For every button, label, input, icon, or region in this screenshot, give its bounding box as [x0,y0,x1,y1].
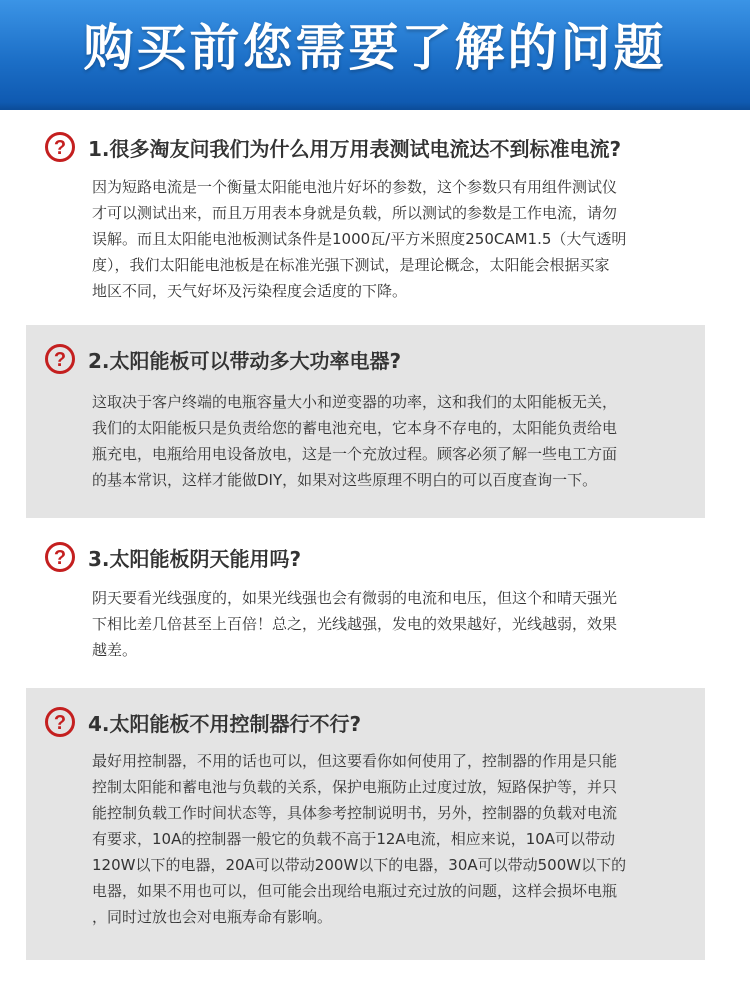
faq-answer-4 [92,748,696,930]
faq-answer-3 [92,585,696,663]
page-header [0,0,750,110]
faq-section-3 [26,518,705,688]
faq-title-2: 2.太阳能板可以带动多大功率电器? [88,348,402,373]
svg-text:?: ? [53,547,67,569]
svg-text:?: ? [53,137,67,159]
faq-answer-1 [92,174,696,304]
answer-line: 越差。 [92,641,138,659]
svg-text:?: ? [53,349,67,371]
question-circle-icon [44,131,76,163]
question-circle-icon [44,541,76,573]
answer-line: 下相比差几倍甚至上百倍！总之，光线越强，发电的效果越好，光线越弱，效果 [92,615,618,633]
answer-line: 能控制负载工作时间状态等，具体参考控制说明书，另外，控制器的负载对电流 [92,804,618,822]
faq-title-1: 1.很多淘友问我们为什么用万用表测试电流达不到标准电流? [88,136,622,161]
answer-line: 我们的太阳能板只是负责给您的蓄电池充电，它本身不存电的，太阳能负责给电 [92,419,618,437]
faq-section-1 [26,110,705,325]
answer-line: 控制太阳能和蓄电池与负载的关系，保护电瓶防止过度过放，短路保护等，并只 [92,778,618,796]
svg-text:?: ? [53,712,67,734]
answer-line: 电器，如果不用也可以，但可能会出现给电瓶过充过放的问题，这样会损坏电瓶 [92,882,618,900]
answer-line: 120W以下的电器，20A可以带动200W以下的电器，30A可以带动500W以下的 [92,856,627,874]
faq-title-4: 4.太阳能板不用控制器行不行? [88,711,362,736]
faq-question-2 [44,341,401,377]
answer-line: 因为短路电流是一个衡量太阳能电池片好坏的参数，这个参数只有用组件测试仪 [92,178,618,196]
answer-line: 最好用控制器，不用的话也可以，但这要看你如何使用了，控制器的作用是只能 [92,752,618,770]
answer-line: 阴天要看光线强度的，如果光线强也会有微弱的电流和电压，但这个和晴天强光 [92,589,618,607]
question-circle-icon [44,343,76,375]
answer-line: 有要求，10A的控制器一般它的负载不高于12A电流，相应来说，10A可以带动 [92,830,616,848]
faq-answer-2 [92,389,696,493]
faq-question-4 [44,704,361,740]
answer-line: 才可以测试出来，而且万用表本身就是负载，所以测试的参数是工作电流，请勿 [92,204,618,222]
answer-line: 瓶充电，电瓶给用电设备放电，这是一个充放过程。顾客必须了解一些电工方面 [92,445,618,463]
faq-section-4 [26,688,705,960]
answer-line: 度），我们太阳能电池板是在标准光强下测试，是理论概念，太阳能会根据买家 [92,256,610,274]
answer-line: 这取决于客户终端的电瓶容量大小和逆变器的功率，这和我们的太阳能板无关， [92,393,618,411]
faq-question-1 [44,129,621,165]
page-title: 购买前您需要了解的问题 [83,19,667,77]
answer-line: 误解。而且太阳能电池板测试条件是1000瓦/平方米照度250CAM1.5（大气透明 [92,230,627,248]
faq-title-3: 3.太阳能板阴天能用吗? [88,546,302,571]
answer-line: 地区不同，天气好坏及污染程度会适度的下降。 [92,282,408,300]
faq-section-2 [26,325,705,518]
question-circle-icon [44,706,76,738]
faq-question-3 [44,539,301,575]
answer-line: 的基本常识，这样才能做DIY，如果对这些原理不明白的可以百度查询一下。 [92,471,598,489]
answer-line: ，同时过放也会对电瓶寿命有影响。 [92,908,333,926]
